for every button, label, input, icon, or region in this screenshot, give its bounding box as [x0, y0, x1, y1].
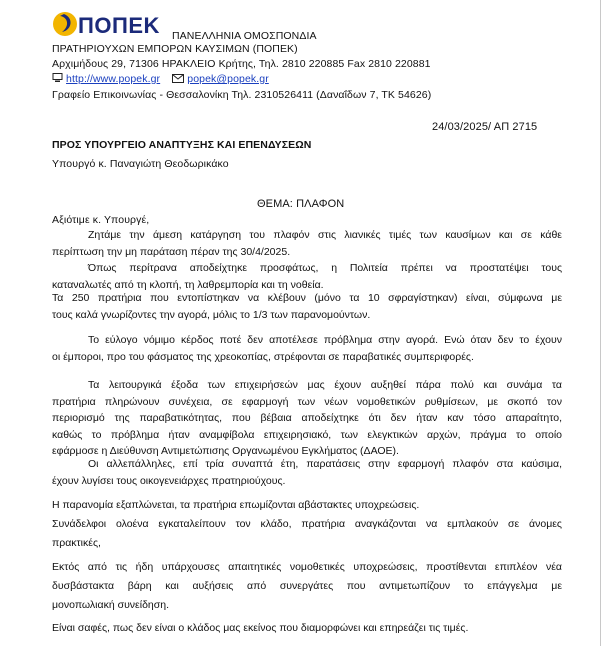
paragraph-4 [52, 332, 562, 365]
text-line: Τα 250 πρατήρια που εντοπίστηκαν να κλέβουν (μόνο τα 10 σφραγίστηκαν) είναι, σύμφωνα με [52, 292, 562, 304]
website-link[interactable]: http://www.popek.gr [66, 73, 161, 85]
text-line: Όπως περίτρανα αποδείχτηκε προσφάτως, η Πολιτεία πρέπει να προστατέψει τους [88, 262, 562, 274]
contact-links [52, 73, 269, 86]
popek-logo [52, 8, 168, 40]
text-line: καταναλωτές από τη κλοπή, τη λαθρεμπορία και τη νοθεία. [52, 278, 324, 291]
text-line: έχουν λυγίσει τους οικογενειάρχες πρατηριούχους. [52, 474, 286, 487]
text-line: τους καλά γνωρίζοντες την αγορά, μόλις το 1/3 των παρανομούντων. [52, 308, 371, 321]
email-link[interactable]: popek@popek.gr [187, 73, 269, 85]
text-line: καθώς το πρόβλημα ήταν αναμφίβολα επιχειρησιακό, των ελεγκτικών αρχών, πράγμα το οποίο [52, 428, 562, 441]
text-line: Η παρανομία εξαπλώνεται, τα πρατήρια επωμίζονται αβάστακτες υποχρεώσεις. [52, 499, 420, 511]
paragraph-3 [52, 290, 562, 323]
text-line: περιορισμό της παραβατικότητας, που βέβαια αποδείχτηκε ότι δεν ήταν καν τόσο απαραίτητο, [52, 412, 562, 424]
text-line: εφάρμοσε η Διεύθυνση Αντιμετώπισης Οργανωμένου Εγκλήματος (ΔΑΟΕ). [52, 445, 399, 457]
office-line: Γραφείο Επικοινωνίας - Θεσσαλονίκη Τηλ. 2310526411 (Δαναΐδων 7, ΤΚ 54626) [52, 89, 432, 101]
recipient-minister: Υπουργό κ. Παναγιώτη Θεοδωρικάκο [52, 158, 229, 170]
paragraph-7 [52, 497, 562, 514]
text-line: Συνάδελφοι ολοένα εγκαταλείπουν τον κλάδο, πρατήρια αναγκάζονται να εμπλακούν σε άνομες [52, 518, 562, 530]
computer-icon [52, 73, 63, 86]
paragraph-2 [52, 260, 562, 293]
text-line: Οι αλλεπάλληλες, επί τρία συναπτά έτη, παρατάσεις στην εφαρμογή πλαφόν στα καύσιμα, [88, 458, 562, 470]
paragraph-6 [52, 456, 562, 489]
text-line: οι έμποροι, προ του φάσματος της χρεοκοπίας, στρέφονται σε παραβατικές συμπεριφορές. [52, 350, 474, 363]
text-line: Το εύλογο νόμιμο κέρδος ποτέ δεν αποτέλεσε πρόβλημα στην αγορά. Ενώ όταν δεν το έχουν [88, 334, 562, 346]
paragraph-8 [52, 516, 562, 552]
envelope-icon [172, 74, 184, 86]
text-line: Ζητάμε την άμεση κατάργηση του πλαφόν στις λιανικές τιμές των καυσίμων και σε κάθε [88, 229, 562, 241]
text-line: περίπτωση την μη παράταση πέραν της 30/4/2025. [52, 245, 291, 258]
org-address: Αρχιμήδους 29, 71306 ΗΡΑΚΛΕΙΟ Κρήτης, Τηλ. 2810 220885 Fax 2810 220881 [52, 58, 431, 70]
text-line: Είναι σαφές, πως δεν είναι ο κλάδος μας εκείνος που διαμορφώνει και επηρεάζει τις τιμές. [52, 622, 469, 634]
text-line: δυσβάστακτα βάρη και αυξήσεις από συνεργάτες που αντιμετωπίζουν το επάγγελμα με [52, 580, 562, 592]
org-line2: ΠΡΑΤΗΡΙΟΥΧΩΝ ΕΜΠΟΡΩΝ ΚΑΥΣΙΜΩΝ (ΠΟΠΕΚ) [52, 43, 298, 55]
paragraph-1 [52, 227, 562, 260]
text-line: πρακτικές, [52, 537, 101, 549]
recipient-ministry: ΠΡΟΣ ΥΠΟΥΡΓΕΙΟ ΑΝΑΠΤΥΞΗΣ ΚΑΙ ΕΠΕΝΔΥΣΕΩΝ [52, 139, 312, 151]
text-line: Τα λειτουργικά έξοδα των επιχειρήσεών μας έχουν αυξηθεί πάρα πολύ και συνάμα τα [88, 379, 562, 391]
date-reference: 24/03/2025/ ΑΠ 2715 [432, 121, 538, 133]
text-line: μονοπωλιακή συνείδηση. [52, 599, 169, 611]
page-border [600, 0, 601, 646]
paragraph-10 [52, 620, 562, 637]
svg-text:ΠΟΠΕΚ: ΠΟΠΕΚ [78, 13, 160, 38]
org-line1: ΠΑΝΕΛΛΗΝΙΑ ΟΜΟΣΠΟΝΔΙΑ [172, 30, 317, 42]
text-line: πρατήρια πληρώνουν συνέχεια, σε εφαρμογή των νέων νομοθετικών ρυθμίσεων, με σκοπό τον [52, 395, 562, 408]
paragraph-9 [52, 558, 562, 615]
subject-line: ΘΕΜΑ: ΠΛΑΦΟΝ [257, 198, 345, 210]
text-line: Εκτός από τις ήδη υπάρχουσες απαιτητικές νομοθετικές υποχρεώσεις, προστίθενται επιπλέον νέα [52, 561, 562, 573]
paragraph-5 [52, 377, 562, 460]
salutation: Αξιότιμε κ. Υπουργέ, [52, 214, 150, 226]
